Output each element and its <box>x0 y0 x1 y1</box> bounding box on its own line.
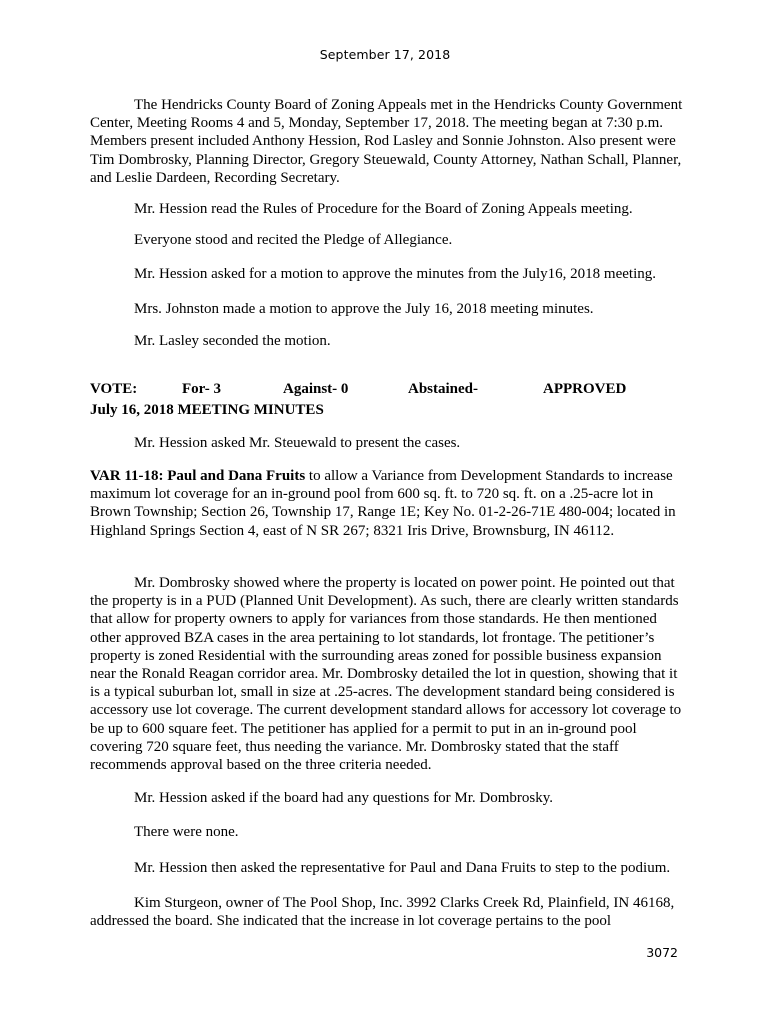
dombrosky-text: Mr. Dombrosky showed where the property is located on power point. He pointed out that the property is in a PUD (Planned Unit Development). As such, there are clearly written standards that allow for property owners to apply for variances from those standards. He then mentioned other approved BZA cases in the area pertaining to lot standards, lot frontage. The petitioner’s property is zoned Residential with the surrounding areas zoned for possible business expansion near the Ronald Reagan corridor area. Mr. Dombrosky detailed the lot in question, showing that it is a typical suburban lot, small in size at .25-acres. The development standard being considered is accessory use lot coverage. The current development standard allows for accessory lot coverage to be up to 600 square feet. The petitioner has applied for a permit to put in an in-ground pool covering 720 square feet, thus needing the variance. Mr. Dombrosky stated that the staff recommends approval based on the three criteria needed. <box>90 575 682 774</box>
sturgeon-paragraph <box>90 894 690 930</box>
rules-text: Mr. Hession read the Rules of Procedure for the Board of Zoning Appeals meeting. <box>134 201 633 217</box>
header-date: September 17, 2018 <box>319 47 451 62</box>
representative-paragraph <box>90 859 690 877</box>
questions-paragraph <box>90 789 690 807</box>
none-paragraph <box>90 823 690 841</box>
pledge-paragraph <box>90 231 690 249</box>
vote-for: For- 3 <box>182 381 222 397</box>
questions-text: Mr. Hession asked if the board had any questions for Mr. Dombrosky. <box>134 790 553 806</box>
none-text: There were none. <box>134 824 239 840</box>
second-text: Mr. Lasley seconded the motion. <box>134 333 331 349</box>
minutes-request-paragraph <box>90 265 690 283</box>
variance-paragraph <box>90 467 690 540</box>
motion-paragraph <box>90 300 690 318</box>
rules-paragraph <box>90 200 690 218</box>
variance-text <box>90 467 690 540</box>
present-cases-text: Mr. Hession asked Mr. Steuewald to present the cases. <box>134 435 461 451</box>
minutes-request-text: Mr. Hession asked for a motion to approve the minutes from the July16, 2018 meeting. <box>134 266 656 282</box>
vote-result: APPROVED <box>543 381 627 397</box>
vote-subject: July 16, 2018 MEETING MINUTES <box>90 402 324 418</box>
second-paragraph <box>90 332 690 350</box>
page-number: 3072 <box>646 945 678 960</box>
motion-text: Mrs. Johnston made a motion to approve the July 16, 2018 meeting minutes. <box>134 301 594 317</box>
sturgeon-text: Kim Sturgeon, owner of The Pool Shop, Inc. 3992 Clarks Creek Rd, Plainfield, IN 46168, addressed the board. She indicated that the increase in lot coverage pertains to the pool <box>90 895 675 930</box>
variance-heading: VAR 11-18: Paul and Dana Fruits <box>90 468 306 484</box>
vote-abstained: Abstained- <box>408 381 479 397</box>
dombrosky-paragraph <box>90 574 690 774</box>
intro-text: The Hendricks County Board of Zoning Appeals met in the Hendricks County Government Center, Meeting Rooms 4 and 5, Monday, September 17, 2018. The meeting began at 7:30 p.m. Members present included Anthony Hession, Rod Lasley and Sonnie Johnston. Also present were Tim Dombrosky, Planning Director, Gregory Steuewald, County Attorney, Nathan Schall, Planner, and Leslie Dardeen, Recording Secretary. <box>90 97 683 186</box>
variance-body: to allow a Variance from Development Standards to increase maximum lot coverage for an in-ground pool from 600 sq. ft. to 720 sq. ft. on a .25-acre lot in Brown Township; Section 26, Township 17, Range 1E; Key No. 01-2-26-71E 480-004; located in Highland Springs Section 4, east of N SR 267; 8321 Iris Drive, Brownsburg, IN 46112. <box>90 468 676 539</box>
pledge-text: Everyone stood and recited the Pledge of Allegiance. <box>134 232 453 248</box>
representative-text: Mr. Hession then asked the representative for Paul and Dana Fruits to step to the podium. <box>134 860 671 876</box>
present-cases-paragraph <box>90 434 690 452</box>
vote-against: Against- 0 <box>283 381 349 397</box>
vote-label: VOTE: <box>90 381 138 397</box>
intro-paragraph <box>90 96 690 187</box>
